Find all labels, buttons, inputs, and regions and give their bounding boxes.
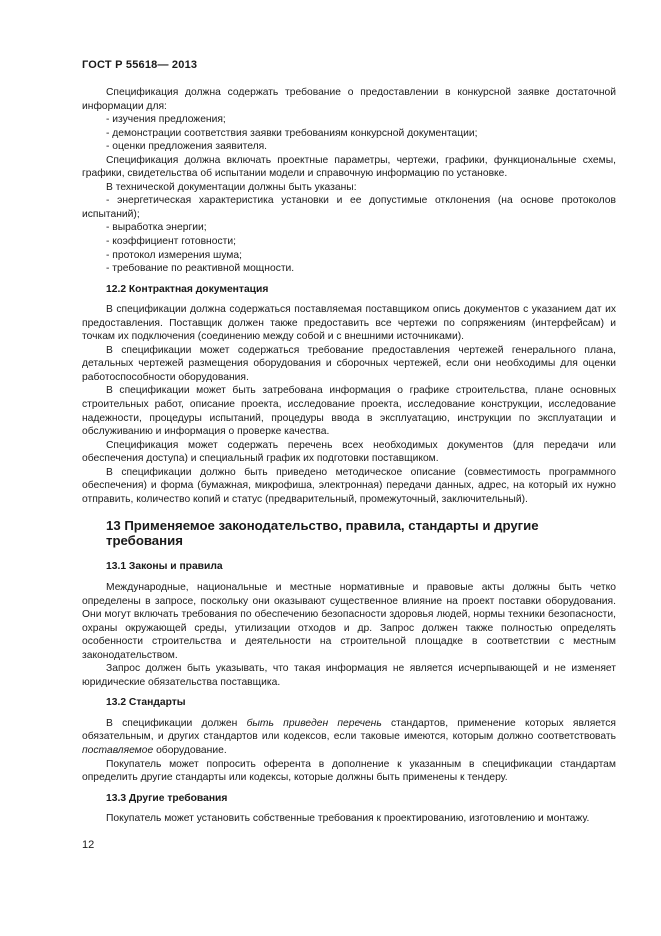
paragraph: В спецификации должно быть приведено методическое описание (совместимость программного обеспечения) и форма (бумажная, микрофиша, электронная) передачи данных, адрес, на который их нужно отправить, количество копий и статус (предварительный, промежуточный, заключительный). bbox=[82, 466, 616, 505]
page-number: 12 bbox=[82, 839, 95, 851]
list-item: - протокол измерения шума; bbox=[106, 249, 242, 261]
paragraph: В технической документации должны быть указаны: bbox=[106, 181, 357, 193]
list-item: - коэффициент готовности; bbox=[106, 236, 236, 248]
list-item: - изучения предложения; bbox=[106, 114, 226, 126]
paragraph: Международные, национальные и местные нормативные и правовые акты должны быть четко определены в запросе, поскольку они оказывают существенное влияние на проект поставки оборудования. Они могут включать требования по обеспечению безопасности здоровья людей, нормы техники безопасности, охраны окружающей среды, утилизации отходов и др. Запрос должен также полностью определять особенности строительства и деятельности на строительной площадке в соответствии с местным законодательством. bbox=[82, 581, 616, 661]
list-item: - требование по реактивной мощности. bbox=[106, 263, 295, 275]
emphasis-text: быть приведен перечень bbox=[246, 717, 382, 729]
paragraph: Покупатель может попросить оферента в дополнение к указанным в спецификации стандартам определить другие стандарты или кодексы, которые должны быть применены к тендеру. bbox=[82, 758, 616, 784]
list-item: - энергетическая характеристика установки и ее допустимые отклонения (на основе протоколов испытаний); bbox=[82, 195, 616, 220]
paragraph: В спецификации может быть затребована информация о графике строительства, плане основных строительных работ, описание проекта, исследование проекта, исследование конструкции, исследование надежности, процедуры испытаний, процедуры ввода в эксплуатацию, инструкции по эксплуатации и обслуживанию и информация о проверке качества. bbox=[82, 385, 616, 438]
paragraph: В спецификации может содержаться требование предоставления чертежей генерального плана, детальных чертежей размещения оборудования и сборочных чертежей, если они необходимы для оценки работоспособности оборудования. bbox=[82, 344, 616, 383]
list-item: - оценки предложения заявителя. bbox=[106, 141, 268, 153]
paragraph: Запрос должен быть указывать, что такая информация не является исчерпывающей и не изменяет юридические обязательства поставщика. bbox=[82, 663, 616, 688]
section-heading-13-3: 13.3 Другие требования bbox=[106, 792, 228, 804]
list-item: - демонстрации соответствия заявки требованиям конкурсной документации; bbox=[106, 127, 478, 139]
section-heading-12-2: 12.2 Контрактная документация bbox=[106, 283, 269, 295]
paragraph: Покупатель может установить собственные требования к проектированию, изготовлению и монтажу. bbox=[106, 813, 590, 825]
text-run: оборудование. bbox=[153, 744, 227, 756]
paragraph-with-emphasis bbox=[82, 717, 616, 758]
list-item: - выработка энергии; bbox=[106, 222, 207, 234]
emphasis-text: поставляемое bbox=[82, 744, 154, 756]
text-run: В спецификации должен bbox=[106, 717, 247, 729]
section-heading-13-1: 13.1 Законы и правила bbox=[106, 561, 223, 573]
text-run: стандартов, применение которых является обязательным, и других стандартов или кодексов, если таковые имеются, которым должно соответствовать bbox=[82, 717, 617, 743]
section-heading-13: 13 Применяемое законодательство, правила, стандарты и другие требования bbox=[106, 518, 539, 549]
paragraph: В спецификации должна содержаться поставляемая поставщиком опись документов с указанием дат их предоставления. Поставщик должен также предоставить все чертежи по сопряжениям (интерфейсам) и точкам их подключения (соединению между собой и с внешними источниками). bbox=[82, 304, 616, 343]
document-body bbox=[82, 86, 616, 826]
paragraph: Спецификация должна включать проектные параметры, чертежи, графики, функциональные схемы, графики, свидетельства об испытании модели и справочную информацию по установке. bbox=[82, 154, 616, 180]
paragraph: Спецификация может содержать перечень всех необходимых документов (для передачи или обеспечения доступа) и специальный график их подготовки поставщиком. bbox=[82, 439, 616, 465]
document-header: ГОСТ Р 55618— 2013 bbox=[82, 59, 198, 71]
paragraph: Спецификация должна содержать требование о предоставлении в конкурсной заявке достаточной информации для: bbox=[82, 87, 616, 112]
section-heading-13-2: 13.2 Стандарты bbox=[106, 697, 186, 709]
